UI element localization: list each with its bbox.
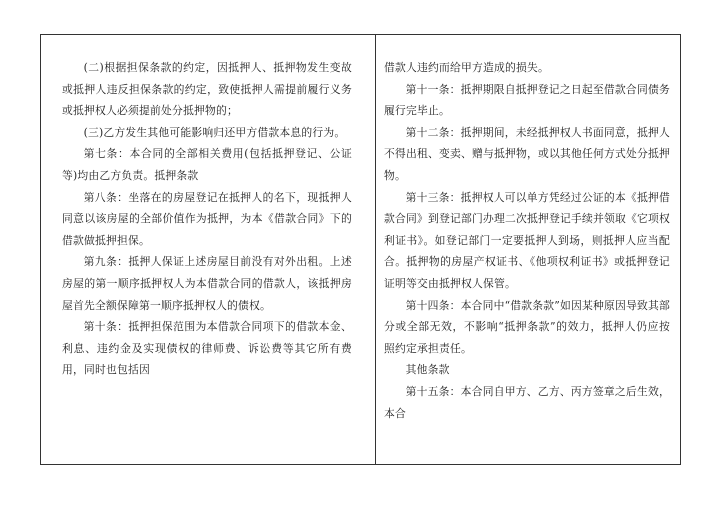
clause-13: 第十三条：抵押权人可以单方凭经过公证的本《抵押借款合同》到登记部门办理二次抵押登记手续并领取《它项权利证书》。如登记部门一定要抵押人到场，则抵押人应当配合。抵押物的房屋产权证书、《他项权利证书》或抵押登记证明等交由抵押权人保管。 <box>384 190 670 290</box>
column-divider <box>375 34 376 465</box>
clause-2-item-2: (二)根据担保条款的约定，因抵押人、抵押物发生变故或抵押人违反担保条款的约定，致使抵押人需提前履行义务或抵押权人必须提前处分抵押物的； <box>62 61 352 118</box>
right-column <box>384 57 670 424</box>
clause-2-item-3: (三)乙方发生其他可能影响归还甲方借款本息的行为。 <box>83 125 346 139</box>
other-clauses-heading: 其他条款 <box>405 363 450 377</box>
clause-14: 第十四条：本合同中“借款条款”如因某种原因导致其部分或全部无效，不影响“抵押条款”的效力，抵押人仍应按照约定承担责任。 <box>384 298 670 355</box>
clause-7: 第七条：本合同的全部相关费用(包括抵押登记、公证等)均由乙方负责。抵押条款 <box>62 147 352 182</box>
clause-8: 第八条：坐落在的房屋登记在抵押人的名下，现抵押人同意以该房屋的全部价值作为抵押，为本《借款合同》下的借款做抵押担保。 <box>62 190 352 247</box>
clause-10-continued: 借款人违约而给甲方造成的损失。 <box>384 61 549 74</box>
clause-12: 第十二条：抵押期间，未经抵押权人书面同意，抵押人不得出租、变卖、赠与抵押物，或以其他任何方式处分抵押物。 <box>384 125 670 182</box>
clause-15: 第十五条：本合同自甲方、乙方、丙方签章之后生效，本合 <box>384 384 670 420</box>
clause-9: 第九条：抵押人保证上述房屋目前没有对外出租。上述房屋的第一顺序抵押权人为本借款合同的借款人，该抵押房屋首先全额保障第一顺序抵押权人的债权。 <box>62 255 352 312</box>
left-column <box>62 57 352 381</box>
clause-10: 第十条：抵押担保范围为本借款合同项下的借款本金、利息、违约金及实现债权的律师费、诉讼费等其它所有费用，同时也包括因 <box>62 320 352 377</box>
clause-11: 第十一条：抵押期限自抵押登记之日起至借款合同债务履行完毕止。 <box>384 82 670 118</box>
